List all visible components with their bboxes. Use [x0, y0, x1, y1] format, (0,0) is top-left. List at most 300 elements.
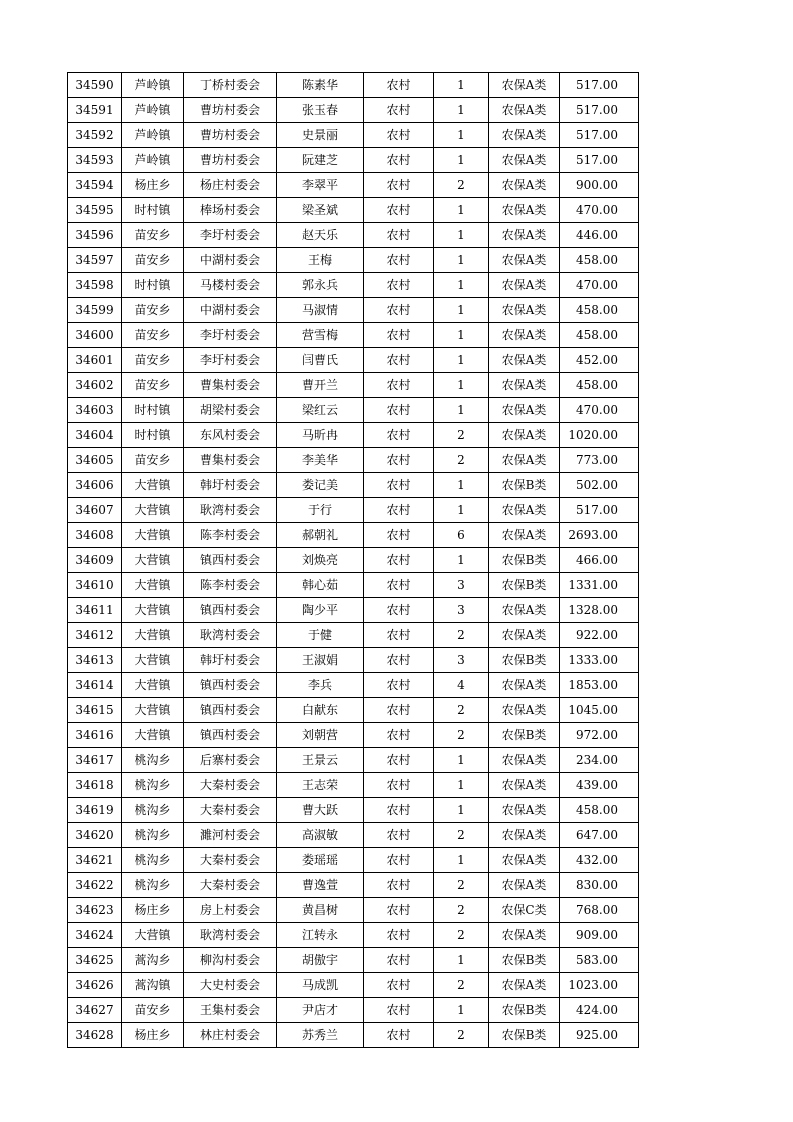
township-cell: 大营镇 [122, 473, 184, 498]
record-id-cell: 34615 [68, 698, 122, 723]
amount-cell: 1020.00 [560, 423, 639, 448]
insurance-category-cell: 农保B类 [489, 998, 560, 1023]
village-committee-cell: 镇西村委会 [184, 698, 277, 723]
insurance-category-cell: 农保A类 [489, 673, 560, 698]
township-cell: 大营镇 [122, 498, 184, 523]
record-id-cell: 34594 [68, 173, 122, 198]
residence-type-cell: 农村 [364, 448, 434, 473]
table-row [68, 98, 639, 123]
township-cell: 苗安乡 [122, 298, 184, 323]
household-count-cell: 6 [434, 523, 489, 548]
record-id-cell: 34595 [68, 198, 122, 223]
household-count-cell: 2 [434, 1023, 489, 1048]
village-committee-cell: 镇西村委会 [184, 548, 277, 573]
table-row [68, 573, 639, 598]
insurance-category-cell: 农保A类 [489, 423, 560, 448]
household-count-cell: 3 [434, 648, 489, 673]
table-row [68, 423, 639, 448]
person-name-cell: 梁圣斌 [277, 198, 364, 223]
record-id-cell: 34603 [68, 398, 122, 423]
village-committee-cell: 大秦村委会 [184, 873, 277, 898]
table-row [68, 948, 639, 973]
amount-cell: 517.00 [560, 98, 639, 123]
record-id-cell: 34599 [68, 298, 122, 323]
household-count-cell: 2 [434, 698, 489, 723]
insurance-category-cell: 农保A类 [489, 498, 560, 523]
village-committee-cell: 东风村委会 [184, 423, 277, 448]
residence-type-cell: 农村 [364, 873, 434, 898]
village-committee-cell: 马楼村委会 [184, 273, 277, 298]
table-row [68, 198, 639, 223]
village-committee-cell: 镇西村委会 [184, 723, 277, 748]
table-row [68, 623, 639, 648]
person-name-cell: 尹店才 [277, 998, 364, 1023]
residence-type-cell: 农村 [364, 698, 434, 723]
household-count-cell: 1 [434, 248, 489, 273]
insurance-category-cell: 农保A类 [489, 73, 560, 98]
table-row [68, 748, 639, 773]
person-name-cell: 李翠平 [277, 173, 364, 198]
person-name-cell: 曹开兰 [277, 373, 364, 398]
table-row [68, 873, 639, 898]
household-count-cell: 1 [434, 798, 489, 823]
record-id-cell: 34606 [68, 473, 122, 498]
insurance-category-cell: 农保A类 [489, 773, 560, 798]
table-row [68, 923, 639, 948]
residence-type-cell: 农村 [364, 973, 434, 998]
person-name-cell: 马成凯 [277, 973, 364, 998]
village-committee-cell: 曹坊村委会 [184, 148, 277, 173]
residence-type-cell: 农村 [364, 423, 434, 448]
village-committee-cell: 陈李村委会 [184, 523, 277, 548]
residence-type-cell: 农村 [364, 673, 434, 698]
household-count-cell: 2 [434, 423, 489, 448]
record-id-cell: 34600 [68, 323, 122, 348]
table-row [68, 323, 639, 348]
village-committee-cell: 耿湾村委会 [184, 623, 277, 648]
record-id-cell: 34613 [68, 648, 122, 673]
household-count-cell: 3 [434, 573, 489, 598]
person-name-cell: 娄瑶瑶 [277, 848, 364, 873]
amount-cell: 466.00 [560, 548, 639, 573]
insurance-category-cell: 农保B类 [489, 473, 560, 498]
amount-cell: 768.00 [560, 898, 639, 923]
township-cell: 时村镇 [122, 273, 184, 298]
residence-type-cell: 农村 [364, 198, 434, 223]
table-row [68, 648, 639, 673]
township-cell: 大营镇 [122, 573, 184, 598]
person-name-cell: 刘朝营 [277, 723, 364, 748]
household-count-cell: 2 [434, 448, 489, 473]
village-committee-cell: 房上村委会 [184, 898, 277, 923]
household-count-cell: 1 [434, 98, 489, 123]
village-committee-cell: 曹坊村委会 [184, 123, 277, 148]
table-row [68, 248, 639, 273]
record-id-cell: 34624 [68, 923, 122, 948]
household-count-cell: 1 [434, 73, 489, 98]
insurance-category-cell: 农保A类 [489, 298, 560, 323]
amount-cell: 470.00 [560, 398, 639, 423]
table-row [68, 723, 639, 748]
person-name-cell: 史景丽 [277, 123, 364, 148]
household-count-cell: 2 [434, 173, 489, 198]
record-id-cell: 34625 [68, 948, 122, 973]
township-cell: 苗安乡 [122, 223, 184, 248]
amount-cell: 900.00 [560, 173, 639, 198]
record-id-cell: 34610 [68, 573, 122, 598]
household-count-cell: 1 [434, 273, 489, 298]
person-name-cell: 高淑敏 [277, 823, 364, 848]
village-committee-cell: 胡梁村委会 [184, 398, 277, 423]
amount-cell: 517.00 [560, 498, 639, 523]
record-id-cell: 34597 [68, 248, 122, 273]
table-row [68, 398, 639, 423]
household-count-cell: 1 [434, 748, 489, 773]
residence-type-cell: 农村 [364, 98, 434, 123]
amount-cell: 909.00 [560, 923, 639, 948]
amount-cell: 458.00 [560, 373, 639, 398]
table-row [68, 273, 639, 298]
residence-type-cell: 农村 [364, 498, 434, 523]
record-id-cell: 34616 [68, 723, 122, 748]
record-id-cell: 34628 [68, 1023, 122, 1048]
amount-cell: 452.00 [560, 348, 639, 373]
record-id-cell: 34607 [68, 498, 122, 523]
record-id-cell: 34612 [68, 623, 122, 648]
record-id-cell: 34626 [68, 973, 122, 998]
record-id-cell: 34590 [68, 73, 122, 98]
insurance-category-cell: 农保A类 [489, 123, 560, 148]
household-count-cell: 2 [434, 823, 489, 848]
person-name-cell: 江转永 [277, 923, 364, 948]
residence-type-cell: 农村 [364, 848, 434, 873]
record-id-cell: 34591 [68, 98, 122, 123]
record-id-cell: 34627 [68, 998, 122, 1023]
person-name-cell: 张玉春 [277, 98, 364, 123]
record-id-cell: 34593 [68, 148, 122, 173]
insurance-category-cell: 农保A类 [489, 373, 560, 398]
insurance-category-cell: 农保A类 [489, 273, 560, 298]
village-committee-cell: 曹集村委会 [184, 448, 277, 473]
person-name-cell: 于健 [277, 623, 364, 648]
amount-cell: 1331.00 [560, 573, 639, 598]
insurance-category-cell: 农保A类 [489, 748, 560, 773]
village-committee-cell: 镇西村委会 [184, 673, 277, 698]
township-cell: 苗安乡 [122, 348, 184, 373]
insurance-category-cell: 农保B类 [489, 573, 560, 598]
amount-cell: 234.00 [560, 748, 639, 773]
table-row [68, 148, 639, 173]
household-count-cell: 1 [434, 348, 489, 373]
table-row [68, 848, 639, 873]
amount-cell: 830.00 [560, 873, 639, 898]
township-cell: 苗安乡 [122, 998, 184, 1023]
amount-cell: 470.00 [560, 198, 639, 223]
amount-cell: 922.00 [560, 623, 639, 648]
household-count-cell: 1 [434, 123, 489, 148]
person-name-cell: 马淑情 [277, 298, 364, 323]
table-row [68, 973, 639, 998]
household-count-cell: 2 [434, 623, 489, 648]
person-name-cell: 苏秀兰 [277, 1023, 364, 1048]
insurance-category-cell: 农保A类 [489, 798, 560, 823]
amount-cell: 2693.00 [560, 523, 639, 548]
amount-cell: 1328.00 [560, 598, 639, 623]
amount-cell: 583.00 [560, 948, 639, 973]
village-committee-cell: 曹坊村委会 [184, 98, 277, 123]
person-name-cell: 王志荣 [277, 773, 364, 798]
records-table-body [68, 73, 639, 1048]
township-cell: 时村镇 [122, 423, 184, 448]
township-cell: 桃沟乡 [122, 748, 184, 773]
residence-type-cell: 农村 [364, 323, 434, 348]
household-count-cell: 1 [434, 848, 489, 873]
record-id-cell: 34604 [68, 423, 122, 448]
amount-cell: 517.00 [560, 123, 639, 148]
person-name-cell: 李兵 [277, 673, 364, 698]
village-committee-cell: 李圩村委会 [184, 348, 277, 373]
residence-type-cell: 农村 [364, 473, 434, 498]
person-name-cell: 李美华 [277, 448, 364, 473]
table-row [68, 473, 639, 498]
township-cell: 苗安乡 [122, 323, 184, 348]
table-row [68, 1023, 639, 1048]
insurance-category-cell: 农保A类 [489, 873, 560, 898]
township-cell: 苗安乡 [122, 448, 184, 473]
person-name-cell: 王景云 [277, 748, 364, 773]
household-count-cell: 2 [434, 723, 489, 748]
amount-cell: 458.00 [560, 248, 639, 273]
amount-cell: 502.00 [560, 473, 639, 498]
person-name-cell: 于行 [277, 498, 364, 523]
village-committee-cell: 李圩村委会 [184, 223, 277, 248]
amount-cell: 517.00 [560, 148, 639, 173]
person-name-cell: 王淑娟 [277, 648, 364, 673]
village-committee-cell: 陈李村委会 [184, 573, 277, 598]
amount-cell: 1045.00 [560, 698, 639, 723]
residence-type-cell: 农村 [364, 623, 434, 648]
residence-type-cell: 农村 [364, 948, 434, 973]
person-name-cell: 阮建芝 [277, 148, 364, 173]
amount-cell: 439.00 [560, 773, 639, 798]
table-row [68, 698, 639, 723]
person-name-cell: 黄昌树 [277, 898, 364, 923]
insurance-category-cell: 农保A类 [489, 398, 560, 423]
township-cell: 蒿沟镇 [122, 973, 184, 998]
township-cell: 大营镇 [122, 923, 184, 948]
township-cell: 桃沟乡 [122, 798, 184, 823]
table-row [68, 898, 639, 923]
village-committee-cell: 濉河村委会 [184, 823, 277, 848]
household-count-cell: 2 [434, 898, 489, 923]
village-committee-cell: 王集村委会 [184, 998, 277, 1023]
residence-type-cell: 农村 [364, 998, 434, 1023]
record-id-cell: 34608 [68, 523, 122, 548]
insurance-category-cell: 农保A类 [489, 223, 560, 248]
village-committee-cell: 柳沟村委会 [184, 948, 277, 973]
residence-type-cell: 农村 [364, 648, 434, 673]
township-cell: 大营镇 [122, 523, 184, 548]
residence-type-cell: 农村 [364, 148, 434, 173]
township-cell: 大营镇 [122, 698, 184, 723]
table-row [68, 523, 639, 548]
township-cell: 苗安乡 [122, 373, 184, 398]
residence-type-cell: 农村 [364, 723, 434, 748]
village-committee-cell: 李圩村委会 [184, 323, 277, 348]
village-committee-cell: 韩圩村委会 [184, 473, 277, 498]
township-cell: 苗安乡 [122, 248, 184, 273]
record-id-cell: 34601 [68, 348, 122, 373]
amount-cell: 470.00 [560, 273, 639, 298]
township-cell: 芦岭镇 [122, 148, 184, 173]
table-row [68, 448, 639, 473]
table-row [68, 73, 639, 98]
township-cell: 时村镇 [122, 398, 184, 423]
person-name-cell: 韩心茹 [277, 573, 364, 598]
household-count-cell: 1 [434, 548, 489, 573]
amount-cell: 424.00 [560, 998, 639, 1023]
residence-type-cell: 农村 [364, 573, 434, 598]
record-id-cell: 34621 [68, 848, 122, 873]
village-committee-cell: 大秦村委会 [184, 848, 277, 873]
record-id-cell: 34596 [68, 223, 122, 248]
record-id-cell: 34620 [68, 823, 122, 848]
table-row [68, 373, 639, 398]
residence-type-cell: 农村 [364, 523, 434, 548]
township-cell: 芦岭镇 [122, 123, 184, 148]
township-cell: 桃沟乡 [122, 823, 184, 848]
township-cell: 桃沟乡 [122, 873, 184, 898]
amount-cell: 1023.00 [560, 973, 639, 998]
person-name-cell: 陈素华 [277, 73, 364, 98]
township-cell: 芦岭镇 [122, 98, 184, 123]
township-cell: 大营镇 [122, 598, 184, 623]
residence-type-cell: 农村 [364, 798, 434, 823]
residence-type-cell: 农村 [364, 298, 434, 323]
person-name-cell: 陶少平 [277, 598, 364, 623]
record-id-cell: 34602 [68, 373, 122, 398]
insurance-category-cell: 农保A类 [489, 98, 560, 123]
household-count-cell: 1 [434, 998, 489, 1023]
household-count-cell: 2 [434, 873, 489, 898]
amount-cell: 972.00 [560, 723, 639, 748]
amount-cell: 432.00 [560, 848, 639, 873]
village-committee-cell: 大秦村委会 [184, 798, 277, 823]
record-id-cell: 34619 [68, 798, 122, 823]
record-id-cell: 34611 [68, 598, 122, 623]
township-cell: 大营镇 [122, 623, 184, 648]
insurance-category-cell: 农保A类 [489, 348, 560, 373]
table-row [68, 123, 639, 148]
village-committee-cell: 大秦村委会 [184, 773, 277, 798]
table-row [68, 173, 639, 198]
table-row [68, 298, 639, 323]
residence-type-cell: 农村 [364, 73, 434, 98]
township-cell: 杨庄乡 [122, 1023, 184, 1048]
person-name-cell: 胡傲宇 [277, 948, 364, 973]
household-count-cell: 1 [434, 773, 489, 798]
township-cell: 芦岭镇 [122, 73, 184, 98]
person-name-cell: 郭永兵 [277, 273, 364, 298]
household-count-cell: 1 [434, 148, 489, 173]
record-id-cell: 34598 [68, 273, 122, 298]
residence-type-cell: 农村 [364, 248, 434, 273]
person-name-cell: 马昕冉 [277, 423, 364, 448]
township-cell: 大营镇 [122, 648, 184, 673]
record-id-cell: 34623 [68, 898, 122, 923]
table-row [68, 348, 639, 373]
records-table [67, 72, 639, 1048]
residence-type-cell: 农村 [364, 748, 434, 773]
household-count-cell: 4 [434, 673, 489, 698]
residence-type-cell: 农村 [364, 898, 434, 923]
person-name-cell: 闫曹氏 [277, 348, 364, 373]
table-row [68, 798, 639, 823]
table-row [68, 548, 639, 573]
village-committee-cell: 林庄村委会 [184, 1023, 277, 1048]
insurance-category-cell: 农保A类 [489, 173, 560, 198]
residence-type-cell: 农村 [364, 823, 434, 848]
household-count-cell: 2 [434, 973, 489, 998]
village-committee-cell: 韩圩村委会 [184, 648, 277, 673]
amount-cell: 925.00 [560, 1023, 639, 1048]
person-name-cell: 王梅 [277, 248, 364, 273]
township-cell: 大营镇 [122, 723, 184, 748]
village-committee-cell: 中湖村委会 [184, 248, 277, 273]
village-committee-cell: 中湖村委会 [184, 298, 277, 323]
table-row [68, 673, 639, 698]
person-name-cell: 娄记美 [277, 473, 364, 498]
residence-type-cell: 农村 [364, 373, 434, 398]
insurance-category-cell: 农保B类 [489, 548, 560, 573]
insurance-category-cell: 农保B类 [489, 723, 560, 748]
village-committee-cell: 耿湾村委会 [184, 498, 277, 523]
record-id-cell: 34605 [68, 448, 122, 473]
person-name-cell: 曹逸萱 [277, 873, 364, 898]
household-count-cell: 3 [434, 598, 489, 623]
township-cell: 杨庄乡 [122, 173, 184, 198]
amount-cell: 458.00 [560, 323, 639, 348]
household-count-cell: 1 [434, 323, 489, 348]
township-cell: 大营镇 [122, 673, 184, 698]
residence-type-cell: 农村 [364, 773, 434, 798]
table-row [68, 498, 639, 523]
residence-type-cell: 农村 [364, 223, 434, 248]
household-count-cell: 1 [434, 948, 489, 973]
village-committee-cell: 杨庄村委会 [184, 173, 277, 198]
insurance-category-cell: 农保B类 [489, 1023, 560, 1048]
person-name-cell: 郝朝礼 [277, 523, 364, 548]
table-row [68, 773, 639, 798]
insurance-category-cell: 农保A类 [489, 598, 560, 623]
residence-type-cell: 农村 [364, 548, 434, 573]
amount-cell: 1333.00 [560, 648, 639, 673]
insurance-category-cell: 农保A类 [489, 148, 560, 173]
household-count-cell: 1 [434, 473, 489, 498]
village-committee-cell: 镇西村委会 [184, 598, 277, 623]
household-count-cell: 1 [434, 223, 489, 248]
village-committee-cell: 棒场村委会 [184, 198, 277, 223]
township-cell: 蒿沟乡 [122, 948, 184, 973]
residence-type-cell: 农村 [364, 123, 434, 148]
amount-cell: 647.00 [560, 823, 639, 848]
record-id-cell: 34614 [68, 673, 122, 698]
table-row [68, 598, 639, 623]
residence-type-cell: 农村 [364, 348, 434, 373]
residence-type-cell: 农村 [364, 1023, 434, 1048]
person-name-cell: 赵天乐 [277, 223, 364, 248]
amount-cell: 773.00 [560, 448, 639, 473]
